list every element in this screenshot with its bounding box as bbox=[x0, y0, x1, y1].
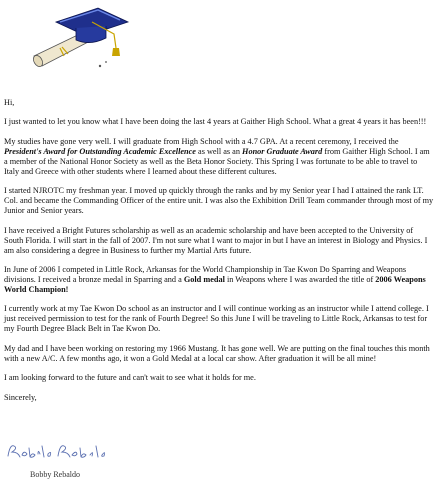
paragraph-tae-kwon-do bbox=[4, 265, 434, 295]
letter-body bbox=[4, 98, 434, 405]
handwritten-signature bbox=[4, 440, 114, 462]
paragraph-future: I am looking forward to the future and can't wait to see what it holds for me. bbox=[4, 373, 256, 383]
paragraph-instructor: I currently work at my Tae Kwon Do school as an instructor and I will continue working as an instructor while I attend college. I just received permission to test for the rank of Fourth Degree! So this June I will be traveling to Little Rock, Arkansas to test for my Fourth Degree Black Belt in Tae Kwon Do. bbox=[4, 304, 429, 334]
graduation-cap-diploma-icon bbox=[26, 4, 130, 76]
tkd-text-b: in Weapons where I was awarded the title of bbox=[224, 274, 376, 284]
award-presidents: President's Award for Outstanding Academic Excellence bbox=[4, 146, 196, 156]
studies-text-b: as well as an bbox=[195, 146, 243, 156]
paragraph-scholarship: I have received a Bright Futures scholarship as well as an academic scholarship and have been accepted to the University of South Florida. I will start in the fall of 2007. I'm not sure what I want to major in but I have an interest in Biology and Physics. I am also considering a degree in Business to further my Martial Arts future. bbox=[4, 225, 428, 255]
paragraph-njrotc: I started NJROTC my freshman year. I moved up quickly through the ranks and by my Senior year I had I attained the rank LT. Col. and became the Commanding Officer of the entire unit. I was also the Exhibition Drill Team commander through most of my Junior and Senior years. bbox=[4, 186, 434, 216]
paragraph-mustang: My dad and I have been working on restoring my 1966 Mustang. It has gone well. We are putting on the final touches this month with a new A/C. A few months ago, it won a Gold Medal at a local car show. After graduation it will be all mine! bbox=[4, 343, 430, 363]
studies-text-a: My studies have gone very well. I will graduate from High School with a 4.7 GPA. At a recent ceremony, I received the bbox=[4, 136, 399, 146]
paragraph-studies bbox=[4, 137, 434, 177]
paragraph-intro: I just wanted to let you know what I have been doing the last 4 years at Gaither High School. What a great 4 years it has been!!! bbox=[4, 117, 427, 127]
award-honor-graduate: Honor Graduate Award bbox=[242, 146, 323, 156]
closing: Sincerely, bbox=[4, 392, 37, 402]
tkd-text-a: In June of 2006 I competed in Little Rock, Arkansas for the World Championship in Tae Kwon Do Sparring and Weapons divisions. I received a bronze medal in Sparring and a bbox=[4, 264, 407, 284]
printed-name: Bobby Rebaldo bbox=[30, 470, 80, 479]
gold-medal: Gold medal bbox=[183, 274, 225, 284]
champion-title: 2006 Weapons World Champion! bbox=[4, 274, 426, 294]
studies-text-c: from Gaither High School. I am a member of the National Honor Society as well as the Beta Honor Society. This Spring I was fortunate to be able to travel to Italy and Greece with other students where I learned about these different cultures. bbox=[4, 146, 430, 176]
greeting: Hi, bbox=[4, 98, 15, 107]
